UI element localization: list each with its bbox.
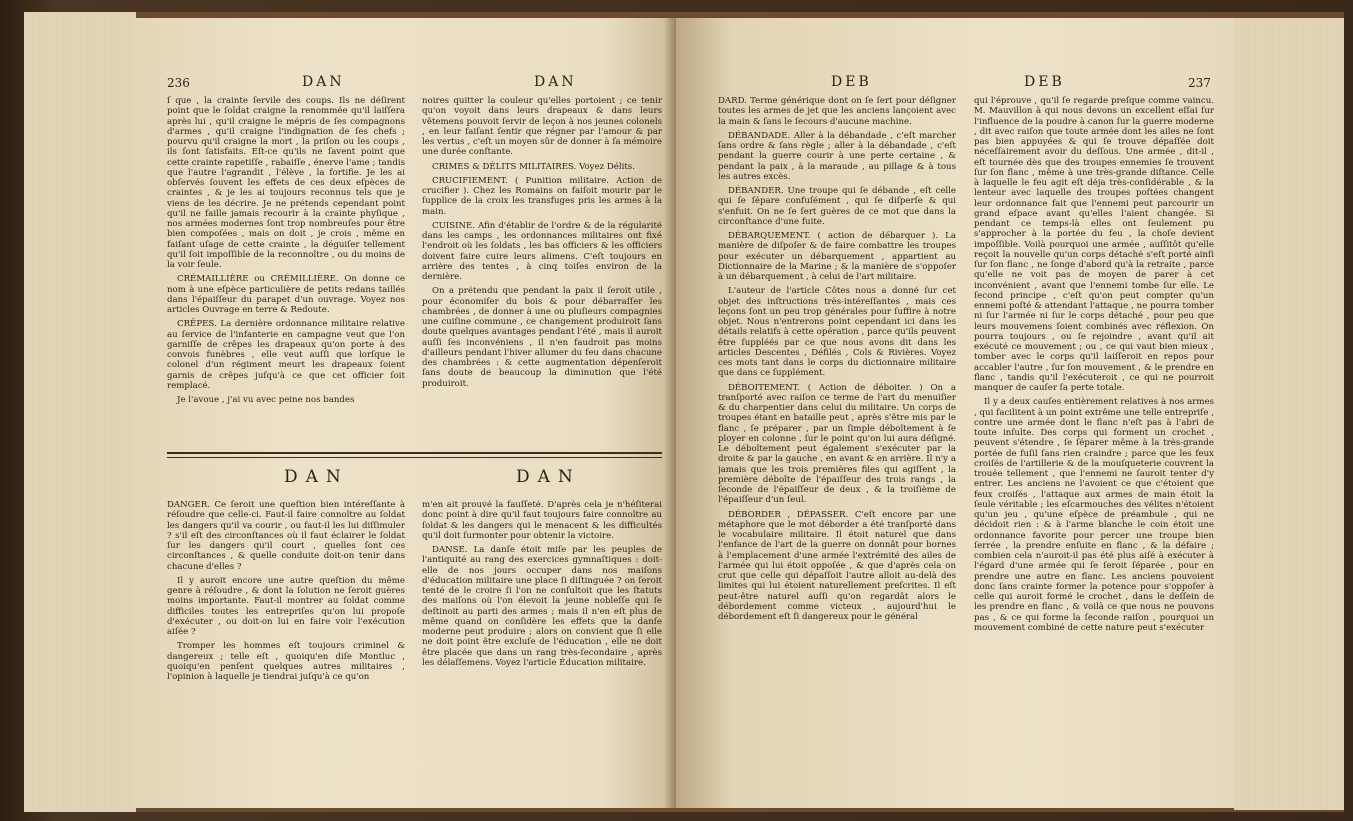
page-number: 236 <box>167 76 190 90</box>
paragraph: On a prétendu que pendant la paix il ſeroit utile , pour économiſer du bois & pour débarraſſer les chambrées , de donner à une ou pluſieurs compagnies une cuiſine commune , ce changement produiroit ſans doute quelques avantages pendant l'été , mais il auroit auſſi ſes inconvéniens , il n'en faudroit pas moins d'ailleurs pendant l'hiver allumer du feu dans chacune des chambrées : & cette augmentation dépenſeroit ſans doute de beaucoup la diminution que l'été produiroit. <box>422 286 662 389</box>
paragraph: DANGER. Ce ſeroit une queſtion bien intéreſſante à réſoudre que celle-ci. Faut-il faire connoître au ſoldat les dangers qu'il va courir , ou faut-il les lui diſſimuler ? s'il eſt des circonſtances où il faut éclairer le ſoldat ſur les dangers qu'il court , quelles ſont ces circonſtances , & quelle conduite doit-on tenir dans chacune d'elles ? <box>167 500 405 572</box>
right-page <box>676 18 1234 808</box>
left-page-edges <box>24 12 136 812</box>
paragraph: DÉBARQUEMENT. ( action de débarquer ). La manière de diſpoſer & de faire combattre les troupes pour exécuter un débarquement , appartient au Dictionnaire de la Marine ; & la manière de s'oppoſer à un débarquement , à celui de l'art militaire. <box>718 231 956 282</box>
paragraph: Tromper les hommes eſt toujours criminel & dangereux ; telle eſt , quoiqu'en diſe Montluc , quoiqu'en penſent quelques autres militaires , l'opinion à laquelle je tiendrai juſqu'à ce qu'on <box>167 641 405 682</box>
running-header: DAN <box>534 74 577 90</box>
paragraph: qui l'éprouve , qu'il ſe regarde preſque comme vaincu. M. Mauvillon à qui nous devons un excellent eſſai ſur l'influence de la poudre à canon ſur la guerre moderne , dit avec raiſon que toute armée dont les ailes ne ſont pas bien appuyées & qui ſe trouve dépaſſée doit néceſſairement avoir du deſſous. Une armée , dit-il , eſt tournée dès que des troupes ennemies ſe trouvent ſur ſon flanc , même à une très-grande diſtance. Celle à laquelle le feu agit eſt déja très-conſidérable , & la lenteur avec laquelle des troupes poſtées changent leur ordonnance fait que l'ennemi peut parcourir un grand eſpace avant qu'elles l'aient changée. Si pendant ce temps-là elles ont ſeulement pu s'approcher à la portée du feu , la choſe devient impoſſible. Voilà pourquoi une armée , auſſitôt qu'elle reçoit la nouvelle qu'un corps détaché s'eſt porté ainſi ſur ſon flanc , ne ſonge d'abord qu'à la retraite , parce qu'elle ne voit pas de moyen de parer à cet inconvénient , avant que l'ennemi tombe ſur elle. Le ſecond principe , c'eſt qu'on peut compter qu'un ennemi poſté & attendant l'attaque , ne pourra tomber ni ſur l'armée ni ſur le corps détaché , pour peu que leurs mouvemens ſoient combinés avec réflexion. On pourra toujours , ou ſe rejoindre , avant qu'il ait exécuté ce mouvement ; ou , ce qui vaut bien mieux , tomber avec le corps qu'il laiſſeroit en repos pour accabler l'autre , ſur ſon mouvement , & le prendre en flanc , tandis qu'il l'exécuteroit , ce qui ne pourroit manquer de cauſer ſa perte totale. <box>974 96 1214 393</box>
paragraph: m'en ait prouvé la fauſſeté. D'après cela je n'héſiterai donc point à dire qu'il faut toujours faire connoître au ſoldat & les dangers qui le menacent & les difficultés qu'il doit ſurmonter pour obtenir la victoire. <box>422 500 662 541</box>
section-header: DAN <box>516 467 581 487</box>
text-column <box>974 96 1214 801</box>
section-rule <box>167 452 662 458</box>
section-header: DAN <box>284 467 349 487</box>
right-page-edges <box>1234 18 1344 810</box>
paragraph: DÉBORDER , DÉPASSER. C'eſt encore par une métaphore que le mot déborder a été tranſporté dans le vocabulaire militaire. Il étoit naturel que dans l'enfance de l'art de la guerre on donnât pour bornes à l'emplacement d'une armée l'extrémité des ailes de l'armée qui lui étoit oppoſée , & que d'après cela on crut que celle qui dépaſſoit l'autre alloit au-delà des limites qui lui étoient naturellement preſcrites. Il eſt peut-être naturel auſſi qu'on regardât alors le débordement comme victeux , aujourd'hui le débordement eſt ſi dangereux pour le général <box>718 509 956 622</box>
paragraph: CRÊPES. La dernière ordonnance militaire relative au ſervice de l'infanterie en campagne veut que l'on garniſſe de crêpes les drapeaux qu'on porte à des convois funèbres , elle veut auſſi que lorſque le colonel d'un régiment meurt les drapeaux ſoient garnis de crêpes juſqu'à ce que cet officier ſoit remplacé. <box>167 319 405 391</box>
running-header: DEB <box>1024 74 1065 90</box>
paragraph: CUISINE. Afin d'établir de l'ordre & de la régularité dans les camps , les ordonnances militaires ont fixé l'endroit où les ſoldats , les bas officiers & les officiers doivent faire cuire leurs alimens. C'eſt toujours en arrière des tentes , à cinq toiſes environ de la dernière. <box>422 220 662 282</box>
text-column <box>718 96 956 801</box>
text-column <box>422 500 662 800</box>
paragraph: DÉBANDER. Une troupe qui ſe débande , eſt celle qui ſe ſépare confuſément , qui ſe diſperſe & qui s'enfuit. On ne ſe ſert guères de ce mot que dans la circonſtance d'une fuite. <box>718 186 956 227</box>
paragraph: Je l'avoue , j'ai vu avec peine nos bandes <box>177 395 355 405</box>
page-number: 237 <box>1188 76 1211 90</box>
paragraph: Il y a deux cauſes entièrement relatives à nos armes , qui facilitent à un point extrême une telle entrepriſe , contre une armée dont le flanc n'eſt pas à l'abri de toute inſulte. Des corps qui forment un crochet , peuvent s'étendre , ſe ſéparer même à la très-grande portée de fuſil ſans rien craindre ; parce que les feux croiſés de l'artillerie & de la mouſqueterie couvrent la trouée tellement , que l'ennemi ne ſauroit tenter d'y entrer. Les anciens ne l'avoient ce que c'étoient que feux croiſés , l'attaque aux armes de main étoit la ſeule véritable ; les eſcarmouches des vélites n'étoient qu'un jeu , qu'une eſpèce de préambule , qui ne décidoit rien : & à l'arme blanche le coin étoit une ordonnance favorite pour percer une troupe bien ſerrée , la prendre enſuite en flanc , & la défaire ; combien cela n'auroit-il pas été plus aiſé à exécuter à l'égard d'une armée qui ſe ſeroit ſéparée , pour en prendre une autre en flanc. Les anciens pouvoient donc ſans crainte former la potence pour s'oppoſer à celle qui auroit formé le crochet , dans le deſſein de les prendre en flanc , & voilà ce que nous ne pouvons pas , & ce qui forme la ſeconde raiſon , pourquoi un mouvement combiné de cette nature peut s'exécuter <box>974 397 1214 633</box>
paragraph: DÉBANDADE. Aller à la débandade , c'eſt marcher ſans ordre & ſans règle ; aller à la débandade , c'eſt pendant la guerre courir à une perte certaine , & pendant la paix , à la maraude , au pillage & à tous les autres excès. <box>718 130 956 182</box>
paragraph: CRÉMAILLIÈRE ou CRÉMILLIÈRE. On donne ce nom à une eſpèce particulière de petits redans taillés dans l'épaiſſeur du parapet d'un ouvrage. Voyez nos articles Ouvrage en terre & Redoute. <box>167 274 405 315</box>
paragraph: CRIMES & DÉLITS MILITAIRES. Voyez Délits. <box>432 161 635 172</box>
paragraph: ſ que , la crainte ſervile des coups. Ils ne déſirent point que le ſoldat craigne la renommée qu'il laiſſera après lui , qu'il craigne le mépris de ſes compagnons d'armes , qu'il craigne l'indignation de ſes chefs ; pourvu qu'il craigne la mort , la priſon ou les coups , ils ſont ſatisfaits. Eſt-ce qu'ils ne ſavent point que cette crainte rapetiſſe , rabaiſſe , énerve l'ame ; tandis que l'autre l'agrandit , l'élève , la fortifie. Je les ai obſervés ſouvent les effets de ces deux eſpèces de craintes , & je les ai toujours reconnus tels que je viens de les décrire. Je ne prétends cependant point qu'il ne faille jamais recourir à la crainte phyſique , nos armées modernes ſont trop nombreuſes pour être bien compoſées , mais on doit , je crois , même en faiſant uſage de cette crainte , la déguiſer tellement qu'il ſoit impoſſible de la reconnoître , ou du moins de la voir ſeule. <box>167 96 405 270</box>
open-book <box>24 12 1344 812</box>
paragraph: noires quitter la couleur qu'elles portoient ; ce tenir qu'on voyoit dans leurs drapeaux & dans leurs vêtemens pouvoit ſervir de leçon à nos jeunes colonels , en leur faiſant ſentir que régner par l'amour & par les vertus , c'eſt un moyen sûr de donner à ſa mémoire une durée conſtante. <box>422 96 662 158</box>
text-column <box>422 96 662 446</box>
running-header: DEB <box>831 74 872 90</box>
text-column <box>167 500 405 800</box>
paragraph: DÉBOITEMENT. ( Action de déboiter. ) On a tranſporté avec raiſon ce terme de l'art du menuiſier & du charpentier dans celui du militaire. Un corps de troupes étant en bataille peut , après s'être mis par le flanc , ſe préparer , par un ſimple déboîtement à ſe ployer en colonne , ſur le point qu'on lui aura déſigné. Le déboîtement peut également s'exécuter par la droite & par la gauche , en avant & en arrière. Il n'y a jamais que les trois premières files qui agiſſent , la première déboîte de l'épaiſſeur des trois rangs , la ſeconde de l'épaiſſeur de deux , & la troiſième de l'épaiſſeur d'un ſeul. <box>718 382 956 506</box>
running-header: DAN <box>302 74 345 90</box>
paragraph: DARD. Terme générique dont on ſe ſert pour déſigner toutes les armes de jet que les anciens lançoient avec la main & ſans le ſecours d'aucune machine. <box>718 96 956 127</box>
paragraph: DANSE. La danſe étoit miſe par les peuples de l'antiquité au rang des exercices gymnaſtiques : doit-elle de nos jours occuper dans nos maiſons d'éducation militaire une place ſi diſtinguée ? on ſeroit tenté de le croire ſi l'on ne conſultoit que les ſtatuts des maiſons où l'on élevoit la jeune nobleſſe qui ſe deſtinoit au parti des armes ; mais il n'en eſt plus de même quand on conſidère les effets que la danſe moderne peut produire ; alors on convient que ſi elle ne doit point être excluſe de l'éducation , elle ne doit être placée que dans un rang très-ſecondaire , après les délaſſemens. Voyez l'article Éducation militaire. <box>422 545 662 668</box>
left-page <box>134 18 686 808</box>
paragraph: L'auteur de l'article Côtes nous a donné ſur cet objet des inſtructions très-intéreſſantes , mais ces leçons ſont un peu trop générales pour ſuffire à notre objet. Nous n'entrerons point cependant ici dans les détails relatifs à cette opération , parce qu'ils peuvent être ſuppléés par ce que nous avons dit dans les articles Descentes , Défilés , Cols & Rivières. Voyez ces mots tant dans le corps du dictionnaire militaire que dans ce ſupplément. <box>718 286 956 379</box>
paragraph: Il y auroit encore une autre queſtion du même genre à réſoudre , & dont la ſolution ne ſeroit guères moins importante. Faut-il montrer au ſoldat comme difficiles toutes les entrepriſes qu'on lui propoſe d'exécuter , ou doit-on lui en faire voir l'exécution aiſée ? <box>167 575 405 637</box>
paragraph: CRUCIFIEMENT. ( Punition militaire. Action de crucifier ). Chez les Romains on faiſoit mourir par le ſupplice de la croix les transfuges pris les armes à la main. <box>422 175 662 217</box>
text-column <box>167 96 405 446</box>
